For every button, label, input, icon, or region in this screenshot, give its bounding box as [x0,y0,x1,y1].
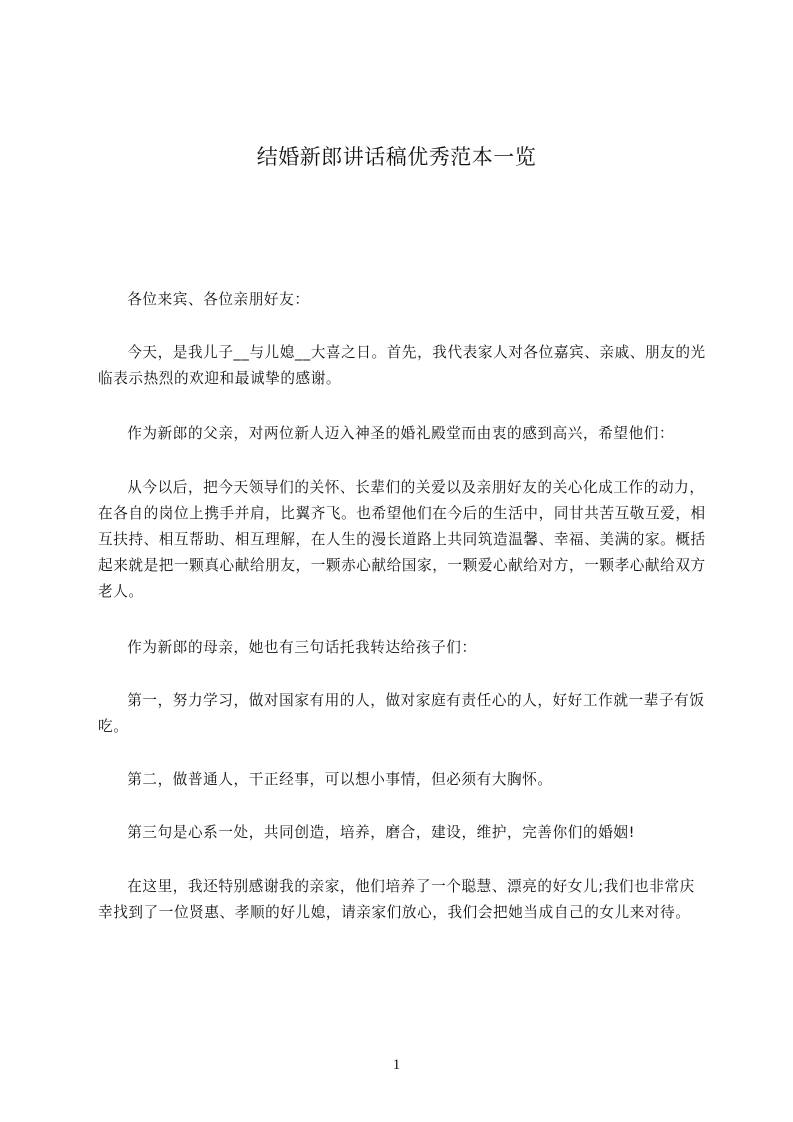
paragraph-greeting: 各位来宾、各位亲朋好友： [127,291,310,308]
paragraph-first: 第一，努力学习，做对国家有用的人，做对家庭有责任心的人，好好工作就一辈子有饭吃。 [98,692,705,735]
paragraph-third: 第三句是心系一处，共同创造，培养，磨合，建设，维护，完善你们的婚姻! [127,824,636,841]
paragraph-wishes: 从今以后，把今天领导们的关怀、长辈们的关爱以及亲朋好友的关心化成工作的动力，在各自的岗位上携手并肩，比翼齐飞。也希望他们在今后的生活中，同甘共苦互敬互爱，相互扶持、相互帮助、相互理解，在人生的漫长道路上共同筑造温馨、幸福、美满的家。概括起来就是把一颗真心献给朋友，一颗赤心献给国家，一颗爱心献给对方，一颗孝心献给双方老人。 [98,479,706,600]
document-title: 结婚新郎讲话稿优秀范本一览 [256,145,537,169]
paragraph-second: 第二，做普通人，干正经事，可以想小事情，但必须有大胸怀。 [127,771,553,788]
page-number: 1 [392,1057,401,1073]
paragraph-mother: 作为新郎的母亲，她也有三句话托我转达给孩子们： [127,639,477,656]
paragraph-closing: 在这里，我还特别感谢我的亲家，他们培养了一个聪慧、漂亮的好女儿;我们也非常庆幸找到了一位贤惠、孝顺的好儿媳，请亲家们放心，我们会把她当成自己的女儿来对待。 [98,878,695,921]
paragraph-opening: 今天，是我儿子__与儿媳__大喜之日。首先，我代表家人对各位嘉宾、亲戚、朋友的光临表示热烈的欢迎和最诚挚的感谢。 [98,344,706,387]
paragraph-father: 作为新郎的父亲，对两位新人迈入神圣的婚礼殿堂而由衷的感到高兴，希望他们： [127,425,675,442]
